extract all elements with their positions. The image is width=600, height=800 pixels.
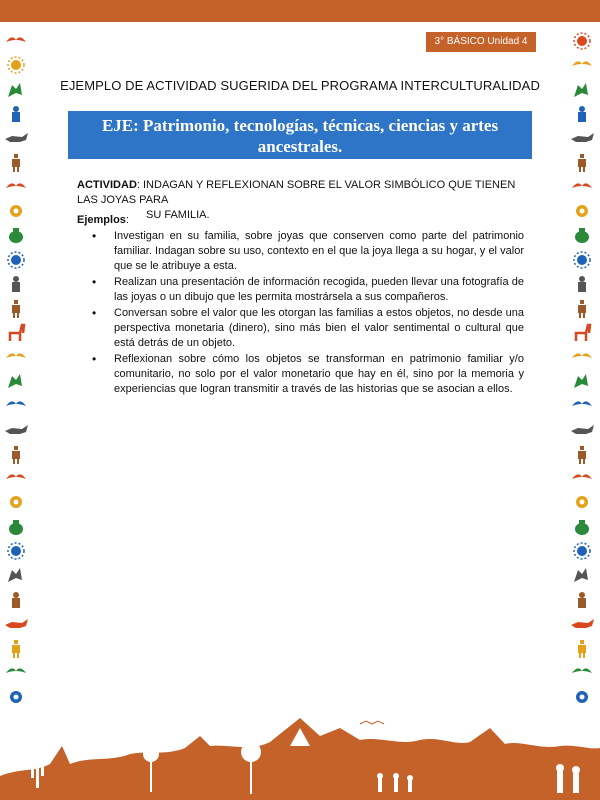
footer-landscape-art: [0, 706, 600, 800]
bird-icon: [568, 661, 596, 683]
figure-blue-icon: [2, 273, 30, 295]
warrior-icon: [568, 297, 596, 319]
bird-icon: [2, 661, 30, 683]
condor-icon: [2, 370, 30, 392]
actividad-block: [77, 178, 527, 223]
condor-icon: [568, 79, 596, 101]
pot-icon: [568, 516, 596, 538]
llama-icon: [2, 321, 30, 343]
right-ornament-border: [568, 30, 596, 710]
sun-icon: [568, 249, 596, 271]
flower-icon: [2, 491, 30, 513]
fox-icon: [568, 127, 596, 149]
sun-icon: [2, 249, 30, 271]
bird-icon: [568, 54, 596, 76]
condor-icon: [568, 564, 596, 586]
warrior-icon: [568, 151, 596, 173]
figure-blue-icon: [568, 103, 596, 125]
flower-icon: [2, 686, 30, 708]
fox-icon: [2, 613, 30, 635]
pot-icon: [568, 224, 596, 246]
llama-icon: [568, 321, 596, 343]
list-item: • Investigan en su familia, sobre joyas que conserven como parte del patrimonio familiar. Indagan sobre su uso, contexto en el que la joya llega a su hogar, y el valor que se le atribuye a esta.: [88, 229, 524, 274]
bird-icon: [2, 346, 30, 368]
bird-icon: [568, 176, 596, 198]
eje-title-line2: ancestrales.: [257, 137, 343, 156]
ejemplos-heading-colon: :: [125, 214, 129, 226]
ejemplos-heading: [77, 214, 129, 226]
condor-icon: [568, 370, 596, 392]
list-item: • Conversan sobre el valor que les otorgan las familias a estos objetos, no desde una perspectiva monetaria (dinero), sino más bien el valor sentimental o cultural que está detrás de un objeto.: [88, 306, 524, 351]
bird-icon: [568, 394, 596, 416]
left-ornament-border: [2, 30, 30, 710]
bird-icon: [2, 394, 30, 416]
bird-icon: [568, 346, 596, 368]
actividad-text-line1: : INDAGAN Y REFLEXIONAN SOBRE EL VALOR SIMBÓLICO QUE TIENEN LAS JOYAS PARA: [77, 179, 516, 206]
figure-blue-icon: [568, 589, 596, 611]
bird-icon: [2, 467, 30, 489]
warrior-icon: [2, 637, 30, 659]
figure-blue-icon: [568, 273, 596, 295]
sun-icon: [568, 30, 596, 52]
top-accent-bar: [0, 0, 600, 22]
warrior-icon: [568, 637, 596, 659]
ejemplos-heading-text: Ejemplos: [77, 214, 126, 226]
bird-icon: [2, 30, 30, 52]
pot-icon: [2, 516, 30, 538]
page-title: EJEMPLO DE ACTIVIDAD SUGERIDA DEL PROGRAMA INTERCULTURALIDAD: [60, 78, 540, 93]
flower-icon: [568, 491, 596, 513]
sun-icon: [2, 540, 30, 562]
warrior-icon: [2, 443, 30, 465]
bird-icon: [2, 176, 30, 198]
ejemplos-list: [88, 229, 524, 398]
sun-icon: [2, 54, 30, 76]
list-item: • Realizan una presentación de información recogida, pueden llevar una fotografía de las joyas o un dibujo que les permita mostrársela a sus compañeros.: [88, 275, 524, 305]
sun-icon: [568, 540, 596, 562]
warrior-icon: [568, 443, 596, 465]
warrior-icon: [2, 297, 30, 319]
flower-icon: [568, 200, 596, 222]
flower-icon: [568, 686, 596, 708]
bird-icon: [568, 467, 596, 489]
figure-blue-icon: [2, 589, 30, 611]
flower-icon: [2, 200, 30, 222]
fox-icon: [568, 419, 596, 441]
figure-blue-icon: [2, 103, 30, 125]
eje-banner: [68, 111, 532, 159]
condor-icon: [2, 564, 30, 586]
fox-icon: [568, 613, 596, 635]
fox-icon: [2, 419, 30, 441]
warrior-icon: [2, 151, 30, 173]
fox-icon: [2, 127, 30, 149]
pot-icon: [2, 224, 30, 246]
actividad-text-line2: SU FAMILIA.: [146, 209, 210, 221]
unit-label-badge: 3° BÁSICO Unidad 4: [426, 32, 536, 52]
eje-title-line1: EJE: Patrimonio, tecnologías, técnicas, ciencias y artes: [101, 116, 499, 135]
condor-icon: [2, 79, 30, 101]
actividad-label: ACTIVIDAD: [77, 179, 137, 191]
list-item: • Reflexionan sobre cómo los objetos se transforman en patrimonio familiar y/o comunitario, no solo por el valor monetario que hay en él, sino por la memoria y experiencias que logran transmitir a través de las historias que se asocian a ellos.: [88, 352, 524, 397]
